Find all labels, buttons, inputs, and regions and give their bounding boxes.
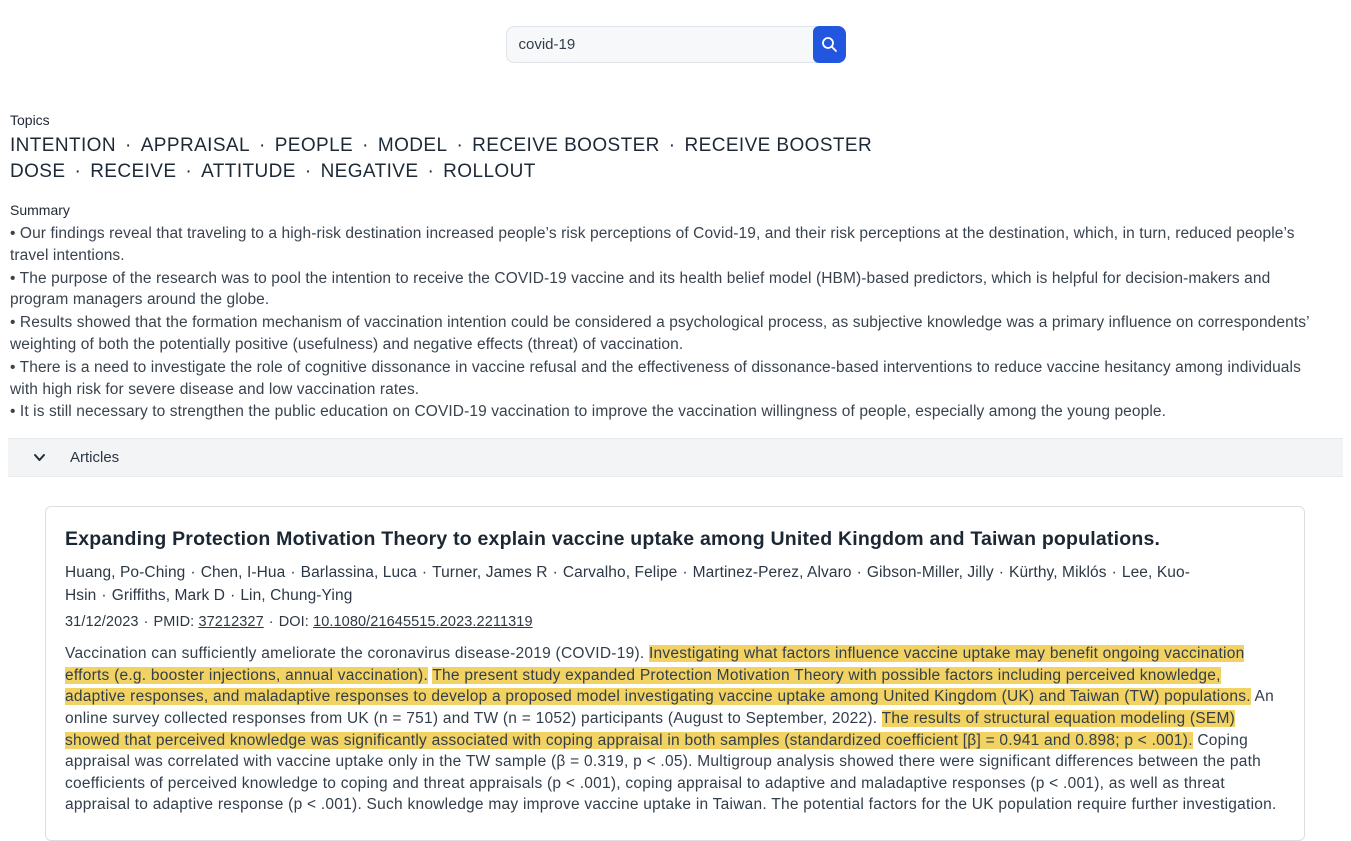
separator-dot: · bbox=[101, 587, 107, 605]
author-name: Griffiths, Mark D bbox=[111, 587, 226, 605]
abstract-highlight: The results of structural equation modeling (SEM) showed that perceived knowledge was significantly associated with coping appraisal in both samples (standardized coefficient [β] = 0.941 and 0.898; p < .001). bbox=[65, 709, 1236, 749]
topic-item: RECEIVE BOOSTER bbox=[472, 135, 660, 156]
abstract-segment: An online survey collected responses from UK (n = 751) and TW (n = 1052) participants (August to September, 2022). bbox=[65, 688, 1274, 727]
article-title: Expanding Protection Motivation Theory to explain vaccine uptake among United Kingdom and Taiwan populations. bbox=[65, 528, 1161, 551]
author-name: Chen, I-Hua bbox=[200, 564, 286, 582]
topic-item: INTENTION bbox=[10, 135, 116, 156]
topics-list bbox=[10, 133, 1327, 185]
separator-dot: · bbox=[1111, 564, 1117, 582]
topic-item: ATTITUDE bbox=[201, 161, 296, 182]
topics-label: Topics bbox=[10, 112, 50, 128]
topic-item: RECEIVE bbox=[90, 161, 177, 182]
summary-bullet: • Results showed that the formation mechanism of vaccination intention could be considered a psychological process, as subjective knowledge was a primary influence on correspondents’ weighting of both the potentially positive (usefulness) and negative effects (threat) of vaccination. bbox=[10, 314, 1310, 353]
topic-item: ROLLOUT bbox=[443, 161, 536, 182]
summary-bullet: • It is still necessary to strengthen the public education on COVID-19 vaccination to improve the vaccination willingness of people, especially among the young people. bbox=[10, 403, 1166, 421]
abstract-text bbox=[65, 643, 1285, 816]
topic-item: NEGATIVE bbox=[320, 161, 419, 182]
separator-dot: · bbox=[856, 564, 862, 582]
search-icon bbox=[821, 36, 838, 53]
abstract-segment: Coping appraisal was correlated with vaccine uptake only in the TW sample (β = 0.319, p < .05). Multigroup analysis showed there were significant differences between the path coefficients of perceived knowledge to coping and threat appraisals (p < .001), coping appraisal to adaptive and maladaptive responses (p < .001), as well as threat appraisal to adaptive response (p < .001). Such knowledge may improve vaccine uptake in Taiwan. The potential factors for the UK population require further investigation. bbox=[65, 731, 1277, 814]
summary-bullet: • Our findings reveal that traveling to a high-risk destination increased people’s risk perceptions of Covid-19, and their risk perceptions at the destination, which, in turn, reduced people’s travel intentions. bbox=[10, 225, 1295, 264]
article-meta bbox=[65, 614, 1285, 630]
separator-dot: · bbox=[125, 135, 132, 156]
separator-dot: · bbox=[998, 564, 1004, 582]
doi-label: DOI: bbox=[278, 614, 309, 631]
separator-dot: · bbox=[258, 135, 266, 156]
article-date: 31/12/2023 bbox=[65, 614, 139, 631]
topics-section bbox=[10, 112, 1327, 185]
search-input[interactable] bbox=[506, 26, 817, 63]
separator-dot: · bbox=[682, 564, 688, 582]
separator-dot: · bbox=[421, 564, 428, 582]
separator-dot: · bbox=[668, 135, 676, 156]
pmid-label: PMID: bbox=[153, 614, 195, 631]
separator-dot: · bbox=[185, 161, 193, 182]
separator-dot: · bbox=[456, 135, 464, 156]
author-name: Turner, James R bbox=[432, 564, 548, 582]
author-name: Carvalho, Felipe bbox=[562, 564, 678, 582]
meta-separator: · bbox=[143, 614, 149, 631]
articles-label: Articles bbox=[70, 449, 120, 467]
summary-list bbox=[10, 223, 1325, 423]
separator-dot: · bbox=[230, 587, 236, 605]
abstract-highlight: Investigating what factors influence vaccine uptake may benefit ongoing vaccination efforts (e.g. booster injections, annual vaccination). bbox=[65, 645, 1245, 684]
topic-item: APPRAISAL bbox=[140, 135, 250, 156]
search-button[interactable] bbox=[813, 26, 846, 63]
abstract-highlight: The present study expanded Protection Motivation Theory with possible factors including perceived knowledge, adaptive responses, and maladaptive responses to develop a proposed model investigating vaccine uptake among United Kingdom (UK) and Taiwan (TW) populations. bbox=[65, 666, 1251, 706]
doi-link[interactable]: 10.1080/21645515.2023.2211319 bbox=[313, 614, 533, 631]
separator-dot: · bbox=[190, 564, 196, 582]
separator-dot: · bbox=[362, 135, 369, 156]
articles-accordion-header[interactable] bbox=[8, 438, 1343, 477]
summary-bullet: • There is a need to investigate the role of cognitive dissonance in vaccine refusal and the effectiveness of dissonance-based interventions to reduce vaccine hesitancy among individuals with high risk for severe disease and low vaccination rates. bbox=[10, 358, 1301, 398]
summary-label: Summary bbox=[10, 202, 70, 218]
authors-list bbox=[65, 561, 1285, 607]
topic-item: RECEIVE BOOSTER DOSE bbox=[10, 135, 873, 182]
summary-bullet: • The purpose of the research was to pool the intention to receive the COVID-19 vaccine and its health belief model (HBM)-based predictors, which is helpful for decision-makers and program managers around the globe. bbox=[10, 269, 1271, 309]
topic-item: MODEL bbox=[377, 135, 448, 156]
meta-separator: · bbox=[268, 614, 274, 631]
topic-item: PEOPLE bbox=[274, 135, 354, 156]
summary-section bbox=[10, 202, 1325, 423]
author-name: Barlassina, Luca bbox=[300, 564, 417, 582]
chevron-down-icon bbox=[32, 450, 47, 465]
abstract-segment: Vaccination can sufficiently ameliorate the coronavirus disease-2019 (COVID-19). bbox=[65, 645, 649, 663]
pmid-link[interactable]: 37212327 bbox=[198, 614, 264, 631]
separator-dot: · bbox=[427, 161, 435, 182]
separator-dot: · bbox=[290, 564, 296, 582]
author-name: Huang, Po-Ching bbox=[65, 564, 186, 582]
article-card bbox=[45, 506, 1305, 841]
separator-dot: · bbox=[552, 564, 558, 582]
author-name: Kürthy, Miklós bbox=[1009, 564, 1107, 582]
author-name: Lee, Kuo-Hsin bbox=[65, 564, 1190, 605]
separator-dot: · bbox=[304, 161, 312, 182]
author-name: Martinez-Perez, Alvaro bbox=[692, 564, 852, 582]
search-bar bbox=[0, 0, 1351, 63]
author-name: Lin, Chung-Ying bbox=[240, 587, 353, 605]
author-name: Gibson-Miller, Jilly bbox=[866, 564, 994, 582]
separator-dot: · bbox=[74, 161, 82, 182]
